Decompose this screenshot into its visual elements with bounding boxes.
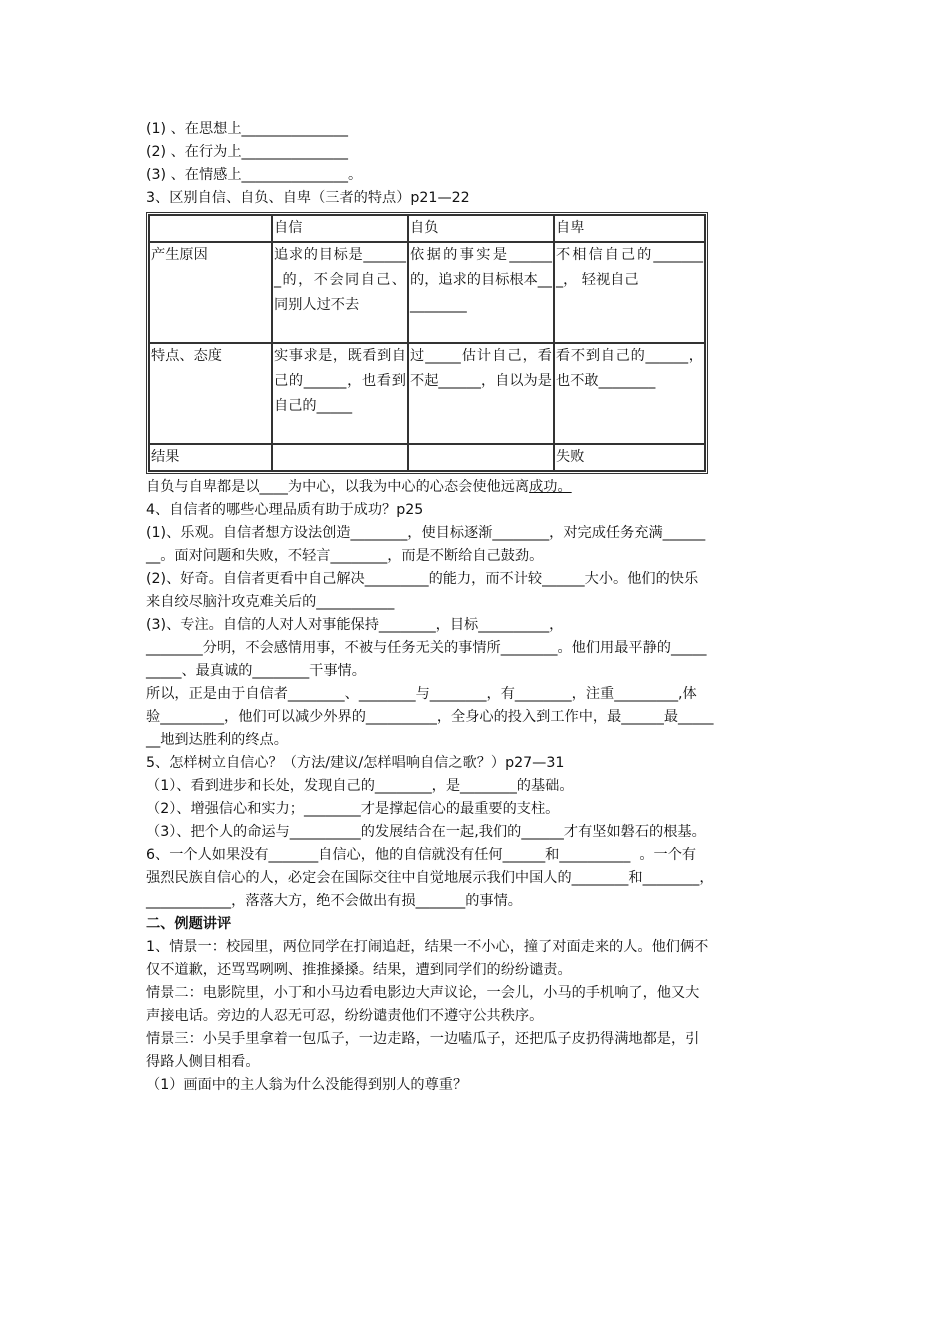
table-cell: 依据的事实是______的，追求的目标根本__________	[408, 242, 554, 343]
table-cell: 实事求是，既看到自己的______，也看到自己的_____	[272, 343, 408, 444]
table-header-row	[149, 215, 705, 242]
section2-line: 1、情景一：校园里，两位同学在打闹追赶，结果一不小心，撞了对面走来的人。他们俩不	[146, 939, 709, 955]
q4-line: __地到达胜利的终点。	[146, 732, 288, 748]
q4-line: __。面对问题和失败，不轻言________，而是不断给自己鼓劲。	[146, 548, 544, 564]
section2-line: 情景三：小吴手里拿着一包瓜子，一边走路，一边嗑瓜子，还把瓜子皮扔得满地都是，引	[146, 1031, 700, 1047]
section1-item-1: (1) 、在思想上_______________	[146, 121, 348, 137]
section1-item-2: (2) 、在行为上_______________	[146, 144, 348, 160]
table-header-cell: 自卑	[554, 215, 705, 242]
table-cell	[272, 444, 408, 471]
table-row	[149, 444, 705, 471]
q3-title: 3、区别自信、自负、自卑（三者的特点）p21—22	[146, 190, 470, 206]
q5-line: （1）、看到进步和长处，发现自己的________，是________的基础。	[146, 778, 574, 794]
table-cell: 过_____估计自己，看不起______，自以为是	[408, 343, 554, 444]
section1-item-3: (3) 、在情感上_______________。	[146, 167, 363, 183]
table-cell: 结果	[149, 444, 272, 471]
table-cell: 产生原因	[149, 242, 272, 343]
section2-line: （1）画面中的主人翁为什么没能得到别人的尊重？	[146, 1077, 468, 1093]
q4-line: (3)、专注。自信的人对人对事能保持________，目标__________，	[146, 617, 564, 633]
q6-line: 强烈民族自信心的人，必定会在国际交往中自觉地展示我们中国人的________和________，	[146, 870, 714, 886]
section2-line: 得路人侧目相看。	[146, 1054, 260, 1070]
table-row	[149, 343, 705, 444]
q4-line: 来自绞尽脑汁攻克难关后的___________	[146, 594, 395, 610]
q4-line: (2)、好奇。自信者更看中自己解决_________的能力，而不计较______大小。他们的快乐	[146, 571, 699, 587]
table-cell: 特点、态度	[149, 343, 272, 444]
table-cell: 不相信自己的________， 轻视自己	[554, 242, 705, 343]
table-note-underlined: 成功。	[529, 479, 572, 495]
q6-line: ____________，落落大方，绝不会做出有损_______的事情。	[146, 893, 522, 909]
q5-line: （3）、把个人的命运与__________的发展结合在一起,我们的______才有坚如磐石的根基。	[146, 824, 706, 840]
q4-line: _____、最真诚的________干事情。	[146, 663, 366, 679]
q4-line: (1)、乐观。自信者想方设法创造________，使目标逐渐________，对完成任务充满______	[146, 525, 706, 541]
section2-line: 仅不道歉，还骂骂咧咧、推推搡搡。结果，遭到同学们的纷纷谴责。	[146, 962, 572, 978]
document-page	[146, 118, 810, 1097]
table-cell: 看不到自己的______，也不敢________	[554, 343, 705, 444]
table-header-cell	[149, 215, 272, 242]
section2-line: 情景二：电影院里，小丁和小马边看电影边大声议论，一会儿，小马的手机响了，他又大	[146, 985, 700, 1001]
table-cell: 失败	[554, 444, 705, 471]
q4-line: ________分明，不会感情用事，不被与任务无关的事情所________。他们用最平静的_____	[146, 640, 707, 656]
table-note	[146, 476, 810, 499]
q4-line: 所以，正是由于自信者________、________与________，有________，注重_________,体	[146, 686, 697, 702]
table-cell	[408, 444, 554, 471]
section2-title: 二、例题讲评	[146, 916, 232, 932]
table-cell: 追求的目标是_______的，不会同自己、同别人过不去	[272, 242, 408, 343]
q6-line: 6、一个人如果没有_______自信心，他的自信就没有任何______和__________ 。一个有	[146, 847, 697, 863]
q4-line: 验_________，他们可以减少外界的__________，全身心的投入到工作中，最______最_____	[146, 709, 714, 725]
table-header-cell: 自负	[408, 215, 554, 242]
section2-line: 声接电话。旁边的人忍无可忍，纷纷谴责他们不遵守公共秩序。	[146, 1008, 544, 1024]
table-header-cell: 自信	[272, 215, 408, 242]
q5-title: 5、怎样树立自信心？（方法/建议/怎样唱响自信之歌？）p27—31	[146, 755, 565, 771]
q5-line: （2）、增强信心和实力；________才是撑起信心的最重要的支柱。	[146, 801, 560, 817]
comparison-table	[146, 212, 708, 474]
table-note-text: 自负与自卑都是以____为中心，以我为中心的心态会使他远离	[146, 479, 530, 495]
q4-title: 4、自信者的哪些心理品质有助于成功？p25	[146, 502, 424, 518]
table-row	[149, 242, 705, 343]
